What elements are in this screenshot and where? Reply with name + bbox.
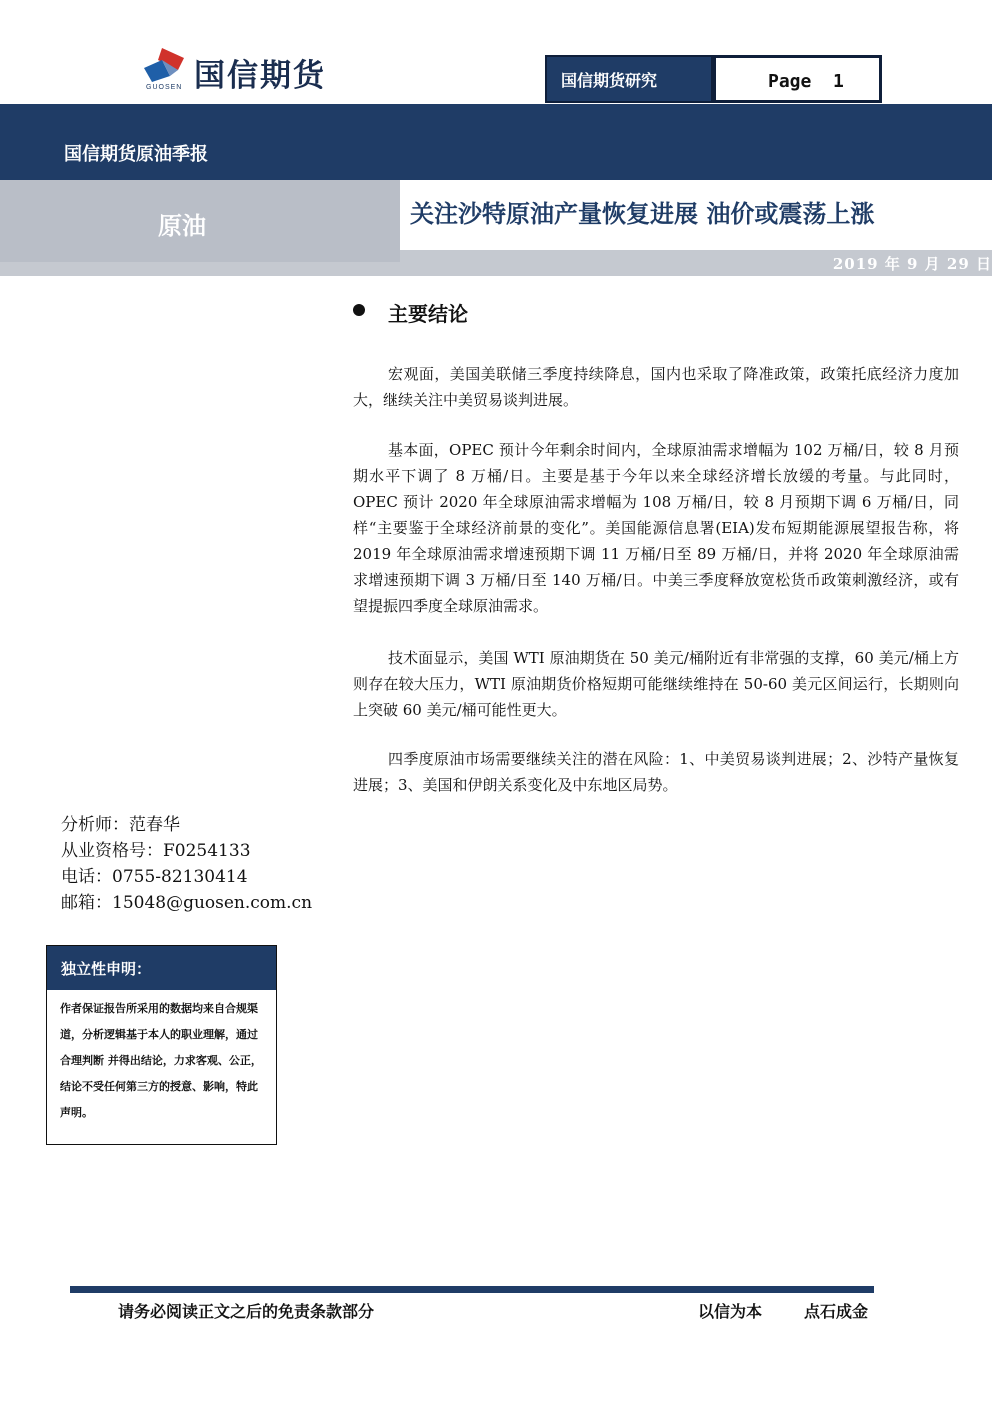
footer-motto-1: 以信为本 [698, 1302, 763, 1321]
section-heading: 主要结论 [388, 302, 468, 326]
analyst-name: 分析师：范春华 [61, 815, 180, 835]
category-block [0, 180, 400, 262]
analyst-phone: 电话：0755-82130414 [61, 867, 248, 887]
paragraph-macro: 宏观面，美国美联储三季度持续降息，国内也采取了降准政策，政策托底经济力度加大，继续关注中美贸易谈判进展。 [353, 365, 959, 409]
report-series-title: 国信期货原油季报 [64, 144, 208, 165]
footer-disclaimer: 请务必阅读正文之后的免责条款部分 [118, 1302, 375, 1321]
bullet-icon [353, 304, 365, 316]
paragraph-fundamentals: 基本面，OPEC 预计今年剩余时间内，全球原油需求增幅为 102 万桶/日，较 8 月预期水平下调了 8 万桶/日。主要是基于今年以来全球经济增长放缓的考量。与此同时，OPEC 预计 2020 年全球原油需求增幅为 108 万桶/日，较 8 月预期下调 6 万桶/日，同样“主要鉴于全球经济前景的变化”。美国能源信息署(EIA)发布短期能源展望报告称，将 2019 年全球原油需求增速预期下调 11 万桶/日至 89 万桶/日，并将 2020 年全球原油需求增速预期下调 3 万桶/日至 140 万桶/日。中美三季度释放宽松货币政策刺激经济，或有望提振四季度全球原油需求。 [353, 441, 959, 615]
independence-title: 独立性申明： [61, 960, 152, 978]
category-label: 原油 [158, 212, 206, 240]
analyst-certificate: 从业资格号：F0254133 [61, 841, 251, 861]
page-number: Page 1 [768, 71, 844, 92]
analyst-email: 邮箱：15048@guosen.com.cn [61, 893, 313, 913]
footer-motto-2: 点石成金 [804, 1302, 869, 1321]
logo-subtext: GUOSEN [146, 84, 183, 91]
report-date: 2019 年 9 月 29 日 [832, 255, 992, 273]
independence-header [47, 946, 276, 990]
research-label-box [545, 55, 713, 103]
independence-body: 作者保证报告所采用的数据均来自合规渠道，分析逻辑基于本人的职业理解，通过合理判断 并得出结论，力求客观、公正，结论不受任何第三方的授意、影响，特此声明。 [60, 1002, 262, 1119]
independence-statement-box [46, 945, 277, 1145]
footer-divider [70, 1286, 874, 1293]
paragraph-risks: 四季度原油市场需要继续关注的潜在风险：1、中美贸易谈判进展；2、沙特产量恢复进展；3、美国和伊朗关系变化及中东地区局势。 [353, 750, 959, 794]
logo-text: 国信期货 [194, 58, 326, 94]
page-number-box [713, 55, 882, 103]
paragraph-technicals: 技术面显示，美国 WTI 原油期货在 50 美元/桶附近有非常强的支撑，60 美元/桶上方则存在较大压力，WTI 原油期货价格短期可能继续维持在 50-60 美元区间运行，长期则向上突破 60 美元/桶可能性更大。 [353, 649, 959, 719]
company-logo [140, 46, 370, 96]
report-series-band [0, 104, 992, 180]
title-area [400, 180, 992, 250]
research-label: 国信期货研究 [561, 71, 658, 90]
report-title: 关注沙特原油产量恢复进展 油价或震荡上涨 [410, 200, 875, 228]
